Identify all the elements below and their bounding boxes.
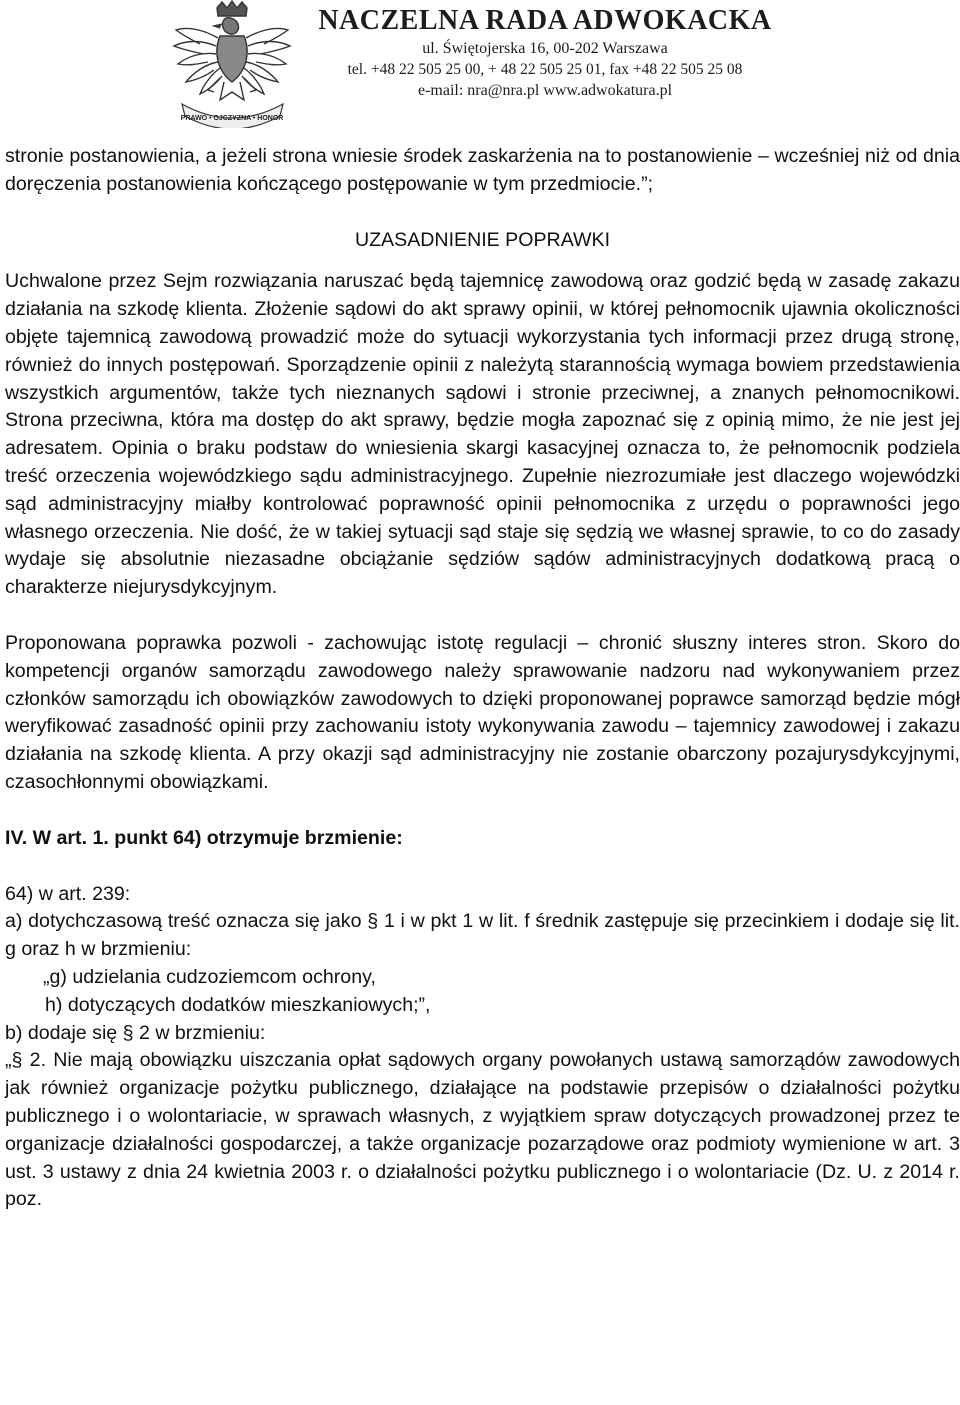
paragraph-proposal: Proponowana poprawka pozwoli - zachowując istotę regulacji – chronić słuszny interes stron. Skoro do kompetencji organów samorządu zawodowego należy sprawowanie nadzoru nad wykonywaniem przez członków samorządu ich obowiązków zawodowych to dzięki proponowanej poprawce samorząd będzie mógł weryfikować zasadność opinii przy zachowaniu istoty wykonywania zawodu – tajemnicy zawodowej i zakazu działania na szkodę klienta. A przy okazji sąd administracyjny nie zostanie obarczony pozajurysdykcyjnymi, czasochłonnymi obowiązkami. [5,631,960,793]
org-email-web: e-mail: nra@nra.pl www.adwokatura.pl [417,82,673,99]
org-address: ul. Świętojerska 16, 00-202 Warszawa [422,40,668,57]
eagle-emblem-icon [170,0,295,128]
org-name: NACZELNA RADA ADWOKACKA [318,5,772,36]
org-phone: tel. +48 22 505 25 00, + 48 22 505 25 01, fax +48 22 505 25 08 [347,61,743,78]
letterhead [0,0,960,132]
amendment-point-b: b) dodaje się § 2 w brzmieniu: [5,1021,266,1044]
spacer [5,254,960,268]
letterhead-text [300,4,790,101]
amendment-heading: IV. W art. 1. punkt 64) otrzymuje brzmienie: [5,826,403,849]
spacer [5,853,960,881]
amendment-item-title: 64) w art. 239: [5,882,131,905]
document-body [5,143,960,1214]
paragraph-continuation: stronie postanowienia, a jeżeli strona wniesie środek zaskarżenia na to postanowienie – wcześniej niż od dnia doręczenia postanowienia kończącego postępowanie w tym przedmiocie.”; [5,145,960,195]
emblem-ribbon-text: PRAWO • OJCZYZNA • HONOR [180,115,284,122]
spacer [5,199,960,227]
amendment-letter-h: h) dotyczących dodatków mieszkaniowych;”, [45,993,431,1016]
amendment-point-a: a) dotychczasową treść oznacza się jako § 1 i w pkt 1 w lit. f średnik zastępuje się przecinkiem i dodaje się lit. g oraz h w brzmieniu: [5,910,960,961]
spacer [5,797,960,825]
paragraph-justification: Uchwalone przez Sejm rozwiązania naruszać będą tajemnicę zawodową oraz godzić będą w zasadę zakazu działania na szkodę klienta. Złożenie sądowi do akt sprawy opinii, w której pełnomocnik ujawnia okoliczności objęte tajemnicą zawodową prowadzić może do sytuacji wykorzystania tych informacji przez drugą stronę, również do innych postępowań. Sporządzenie opinii z należytą starannością wymaga bowiem przedstawienia wszystkich argumentów, także tych nieznanych sądowi i stronie przeciwnej, a znanych pełnomocnikowi. Strona przeciwna, która ma dostęp do akt sprawy, będzie mogła zapoznać się z opinią mimo, że nie jest jej adresatem. Opinia o braku podstaw do wniesienia skargi kasacyjnej oznacza to, że pełnomocnik podziela treść orzeczenia wojewódzkiego sądu administracyjnego. Zupełnie niezrozumiałe jest dlaczego wojewódzki sąd administracyjny miałby kontrolować poprawność opinii pełnomocnika z urzędu o poprawności jego własnego orzeczenia. Nie dość, że w takiej sytuacji sąd staje się sędzią we własnej sprawie, to co do zasady wydaje się absolutnie niezasadne obciążanie sędziów sądów administracyjnych dodatkową pracą o charakterze niejurysdykcyjnym. [5,270,960,599]
amendment-letter-g: „g) udzielania cudzoziemcom ochrony, [43,965,376,988]
amendment-quote: „§ 2. Nie mają obowiązku uiszczania opłat sądowych organy powołanych ustawą samorządów zawodowych jak również organizacje pożytku publicznego, działające na podstawie przepisów o działalności pożytku publicznego i o wolontariacie, w sprawach własnych, z wyjątkiem spraw dotyczących prowadzonej przez te organizacje działalności gospodarczej, a także organizacje pozarządowe oraz podmioty wymienione w art. 3 ust. 3 ustawy z dnia 24 kwietnia 2003 r. o działalności pożytku publicznego i o wolontariacie (Dz. U. z 2014 r. poz. [5,1049,960,1211]
spacer [5,602,960,630]
section-title: UZASADNIENIE POPRAWKI [354,228,611,251]
